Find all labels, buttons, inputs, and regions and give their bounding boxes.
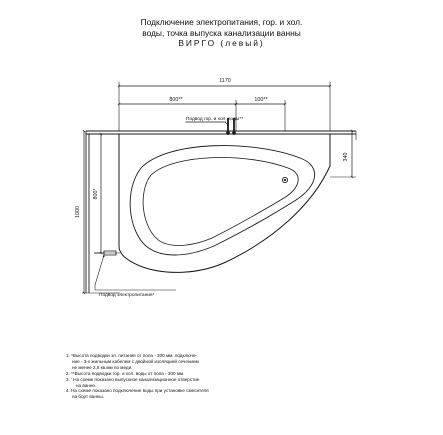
- note-line: 1. *Высота подводки эл. питания от пола - 300 мм, подключе-: [66, 353, 198, 358]
- dim-power-height: 800*: [93, 188, 99, 200]
- dim-right-depth: 340: [343, 152, 349, 162]
- drain-outlet-icon: [282, 177, 287, 182]
- note-line: ние - 3-х жильным кабелем с двойной изоляцией сечением: [72, 358, 199, 364]
- dim-right-offset: 100**: [254, 97, 268, 103]
- note-line: не менее 2,5 кв.мм по меди.: [72, 364, 133, 370]
- dim-left-offset: 800**: [169, 97, 183, 103]
- dim-total-width: 1170: [219, 78, 231, 84]
- bathtub-outer-rim: [119, 134, 330, 272]
- notes-list: [66, 353, 366, 400]
- water-supply-label: Подвод гор. и хол. воды**: [186, 117, 244, 122]
- leader-lines: [95, 122, 229, 290]
- room-walls: [86, 131, 356, 293]
- title-line-3: ВИРГО (левый): [178, 38, 265, 48]
- dim-total-depth: 1000: [75, 206, 81, 218]
- note-line: 4. На схеме показано подключение воды при установке смесителя: [66, 388, 209, 394]
- power-supply-label: Подвод электропитания*: [99, 293, 155, 298]
- note-line: 2. **Высота подводки гор. и хол. воды от пола - 300 мм.: [66, 370, 185, 376]
- title-line-2: воды, точка выпуска канализации ванны: [142, 27, 301, 38]
- water-leader: [185, 122, 229, 126]
- extension-lines: [82, 82, 356, 293]
- note-line: 3. ' На схеме показано выпускное канализационное отверстие: [66, 376, 200, 382]
- title-line-1: Подключение электропитания, гор. и хол.: [140, 17, 303, 27]
- power-leader: [95, 255, 104, 290]
- bathtub-bowl-outer: [130, 146, 314, 255]
- note-line: на ванне.: [76, 382, 97, 388]
- note-line: на борт ванны.: [72, 394, 104, 400]
